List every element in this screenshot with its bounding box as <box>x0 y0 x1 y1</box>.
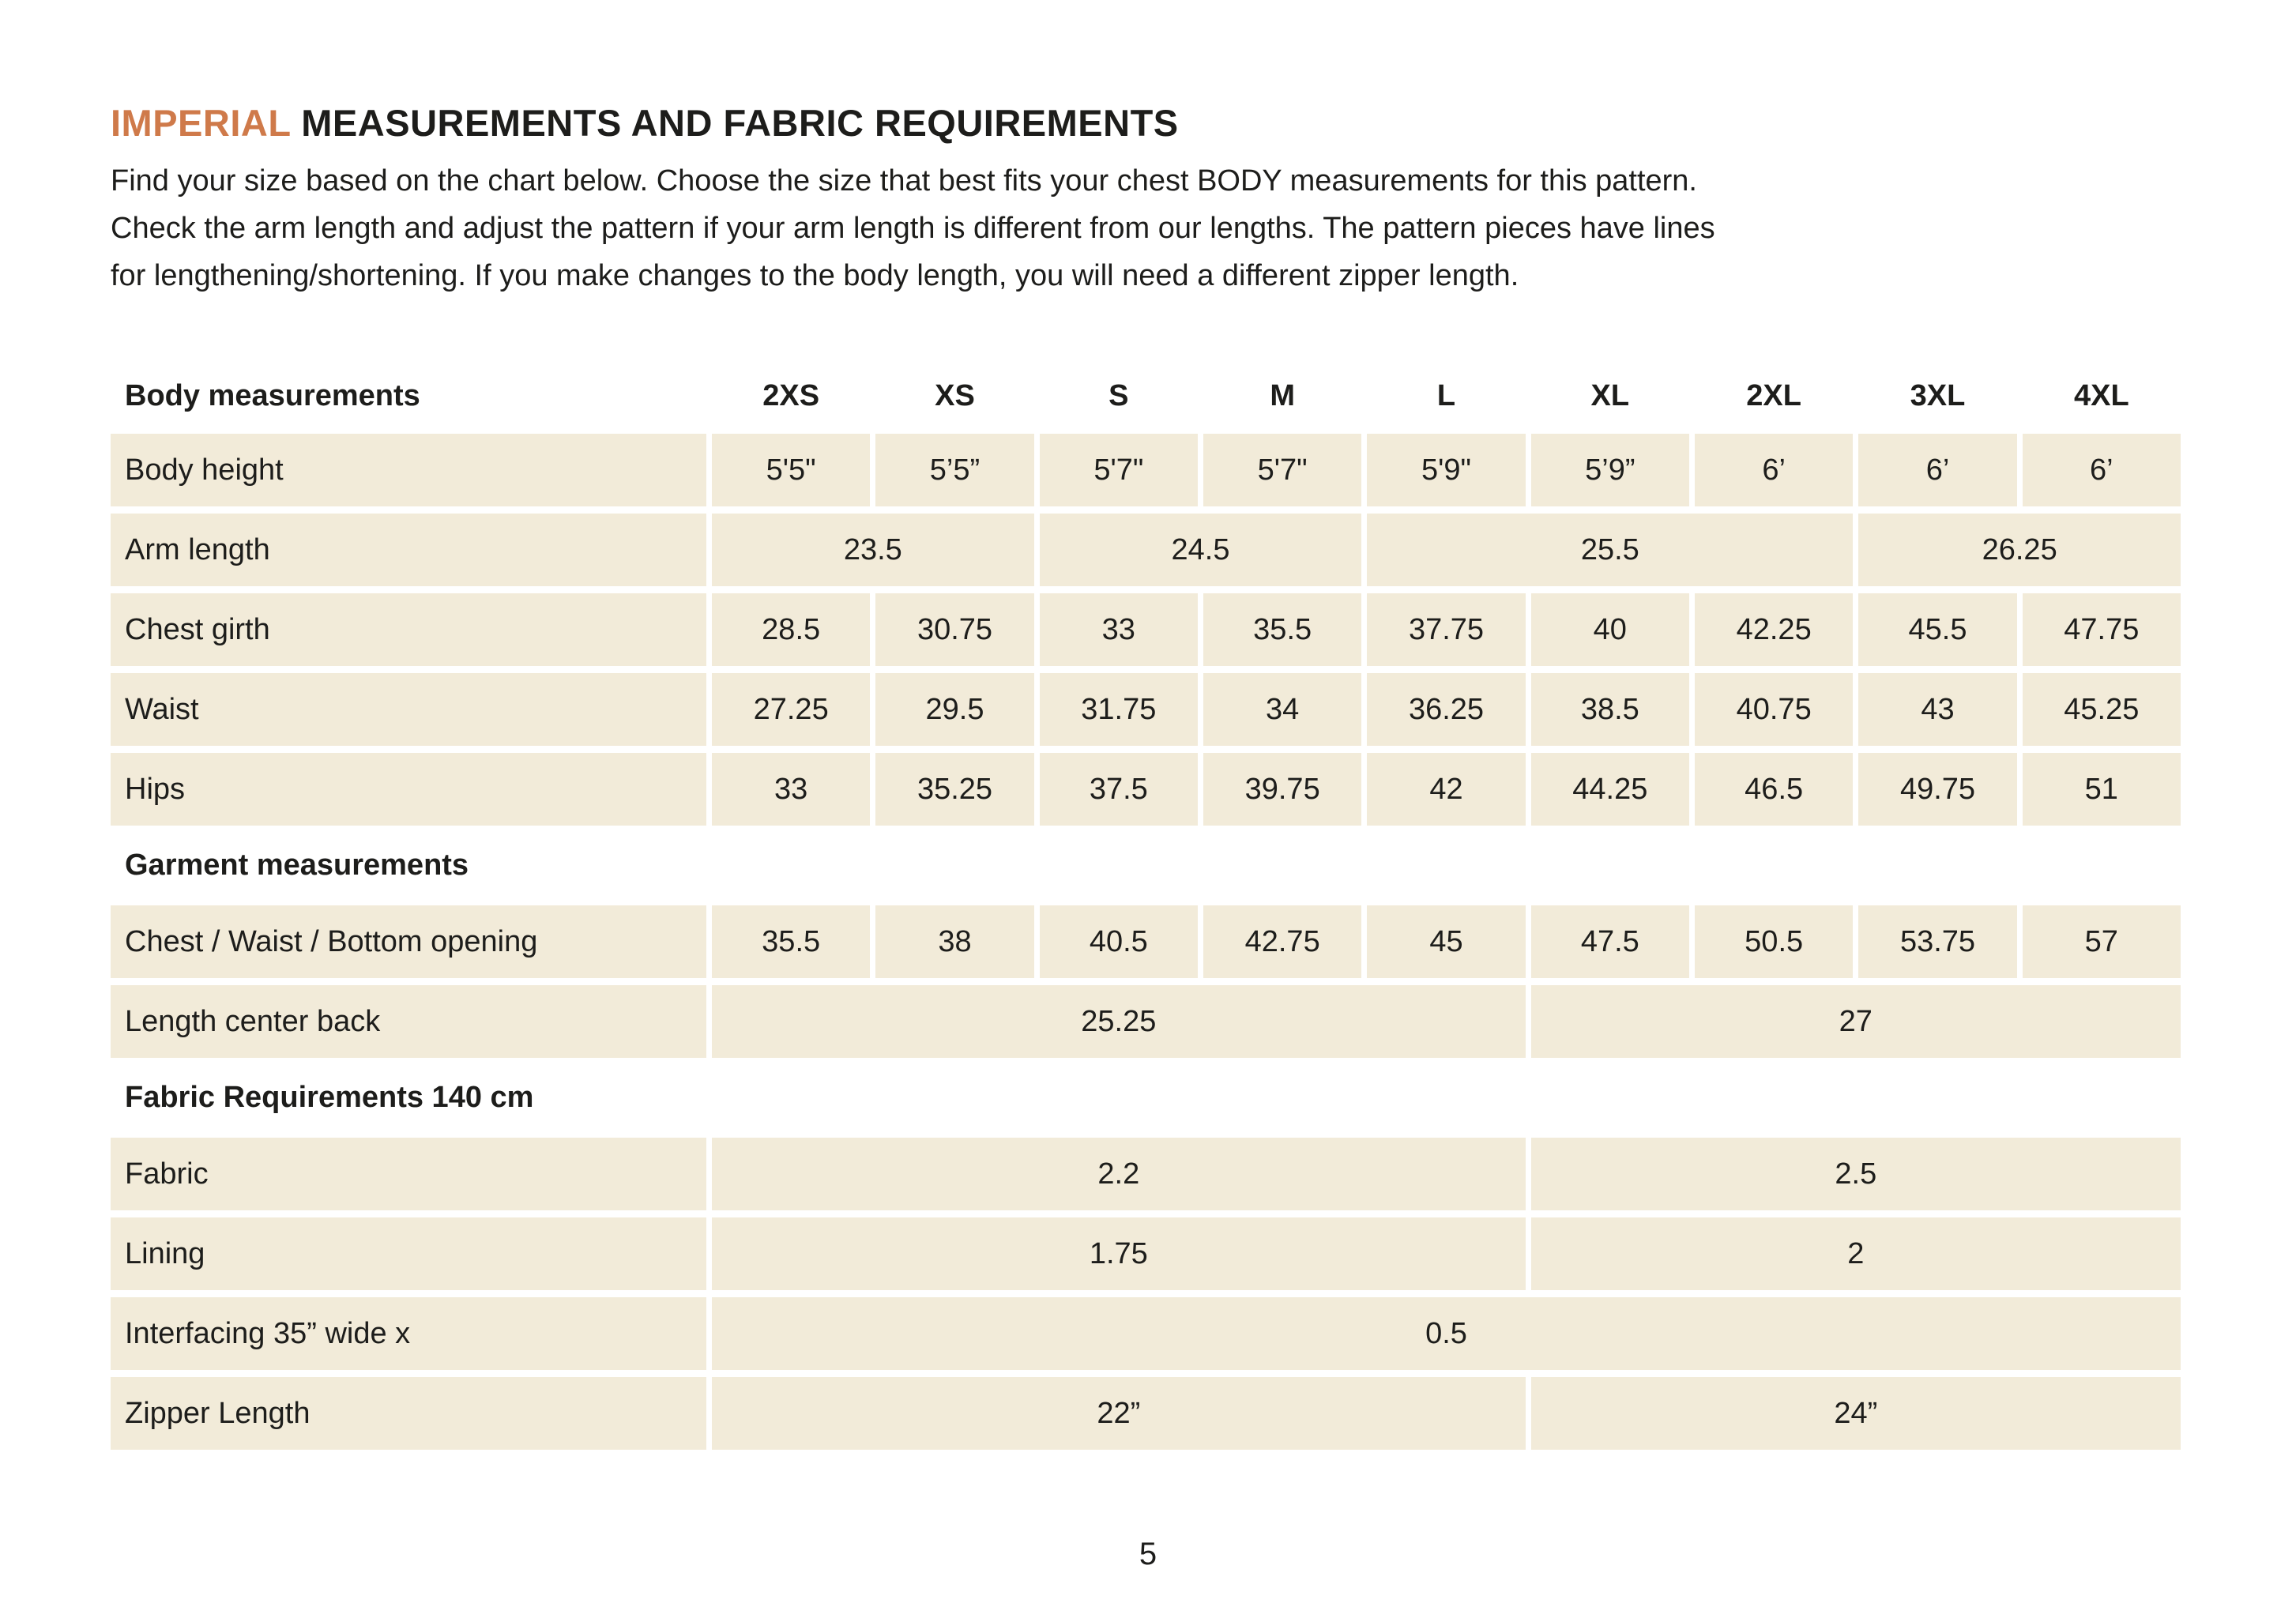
row-label: Zipper Length <box>111 1377 706 1450</box>
row-label: Waist <box>111 673 706 746</box>
value-cell: 35.25 <box>875 753 1033 826</box>
value-cell: 37.5 <box>1040 753 1198 826</box>
value-cell: 40.5 <box>1040 905 1198 978</box>
value-cell: 5’9” <box>1531 434 1689 506</box>
value-cell: 40 <box>1531 593 1689 666</box>
value-cell: 42.25 <box>1695 593 1853 666</box>
page-title <box>111 101 2185 145</box>
row-label: Interfacing 35” wide x <box>111 1297 706 1370</box>
value-cell: 45 <box>1367 905 1525 978</box>
value-cell: 57 <box>2023 905 2181 978</box>
table-row-chest-girth <box>111 593 2181 666</box>
page-number: 5 <box>1139 1537 1157 1571</box>
size-header: L <box>1436 378 1456 412</box>
value-cell: 5’5” <box>875 434 1033 506</box>
size-header: M <box>1270 378 1295 412</box>
size-header: 4XL <box>2073 378 2129 412</box>
table-row-lining <box>111 1217 2181 1290</box>
size-header: 2XS <box>762 378 820 412</box>
value-cell: 33 <box>1040 593 1198 666</box>
value-cell: 5'7" <box>1040 434 1198 506</box>
value-cell: 29.5 <box>875 673 1033 746</box>
value-cell: 37.75 <box>1367 593 1525 666</box>
size-header: S <box>1108 378 1129 412</box>
value-cell: 2.2 <box>712 1138 1526 1210</box>
table-row-hips <box>111 753 2181 826</box>
value-cell: 44.25 <box>1531 753 1689 826</box>
intro-paragraph <box>111 157 2185 299</box>
value-cell: 25.5 <box>1367 514 1853 586</box>
value-cell: 6’ <box>2023 434 2181 506</box>
value-cell: 0.5 <box>712 1297 2181 1370</box>
table-row-interfacing <box>111 1297 2181 1370</box>
value-cell: 42.75 <box>1203 905 1361 978</box>
value-cell: 22” <box>712 1377 1526 1450</box>
value-cell: 43 <box>1858 673 2016 746</box>
value-cell: 24” <box>1531 1377 2181 1450</box>
section-row-garment-measurements <box>111 833 2181 897</box>
size-header: XS <box>935 378 975 412</box>
table-row-body-height <box>111 434 2181 506</box>
value-cell: 5'9" <box>1367 434 1525 506</box>
value-cell: 35.5 <box>1203 593 1361 666</box>
table-row-chest-waist-bottom-opening <box>111 905 2181 978</box>
table-row-waist <box>111 673 2181 746</box>
section-title: Fabric Requirements 140 cm <box>125 1080 534 1114</box>
value-cell: 1.75 <box>712 1217 1526 1290</box>
value-cell: 34 <box>1203 673 1361 746</box>
value-cell: 6’ <box>1695 434 1853 506</box>
value-cell: 47.5 <box>1531 905 1689 978</box>
size-header: 3XL <box>1910 378 1966 412</box>
title-highlight: IMPERIAL <box>111 102 291 144</box>
value-cell: 40.75 <box>1695 673 1853 746</box>
row-label: Chest girth <box>111 593 706 666</box>
value-cell: 24.5 <box>1040 514 1362 586</box>
intro-line: Find your size based on the chart below. Choose the size that best fits your chest BODY measurements for this pattern. <box>111 164 1697 198</box>
intro-line: for lengthening/shortening. If you make changes to the body length, you will need a different zipper length. <box>111 259 1519 292</box>
title-rest: MEASUREMENTS AND FABRIC REQUIREMENTS <box>301 102 1179 144</box>
table-row-length-center-back <box>111 985 2181 1058</box>
intro-line: Check the arm length and adjust the pattern if your arm length is different from our lengths. The pattern pieces have lines <box>111 212 1715 245</box>
value-cell: 31.75 <box>1040 673 1198 746</box>
row-label: Body height <box>111 434 706 506</box>
value-cell: 38 <box>875 905 1033 978</box>
value-cell: 46.5 <box>1695 753 1853 826</box>
value-cell: 26.25 <box>1858 514 2181 586</box>
value-cell: 27 <box>1531 985 2181 1058</box>
value-cell: 50.5 <box>1695 905 1853 978</box>
table-row-fabric <box>111 1138 2181 1210</box>
value-cell: 2.5 <box>1531 1138 2181 1210</box>
table-header-row <box>111 367 2181 424</box>
value-cell: 36.25 <box>1367 673 1525 746</box>
row-label: Arm length <box>111 514 706 586</box>
value-cell: 33 <box>712 753 870 826</box>
value-cell: 51 <box>2023 753 2181 826</box>
value-cell: 5'7" <box>1203 434 1361 506</box>
row-label: Length center back <box>111 985 706 1058</box>
row-label: Fabric <box>111 1138 706 1210</box>
value-cell: 30.75 <box>875 593 1033 666</box>
section-title: Garment measurements <box>125 848 469 882</box>
value-cell: 49.75 <box>1858 753 2016 826</box>
section-title-body-measurements: Body measurements <box>125 378 420 412</box>
value-cell: 39.75 <box>1203 753 1361 826</box>
value-cell: 2 <box>1531 1217 2181 1290</box>
value-cell: 42 <box>1367 753 1525 826</box>
value-cell: 23.5 <box>712 514 1034 586</box>
row-label: Lining <box>111 1217 706 1290</box>
size-header: XL <box>1590 378 1630 412</box>
value-cell: 45.5 <box>1858 593 2016 666</box>
row-label: Chest / Waist / Bottom opening <box>111 905 706 978</box>
table-row-arm-length <box>111 514 2181 586</box>
value-cell: 35.5 <box>712 905 870 978</box>
value-cell: 38.5 <box>1531 673 1689 746</box>
value-cell: 27.25 <box>712 673 870 746</box>
size-table <box>111 367 2181 1450</box>
value-cell: 5'5" <box>712 434 870 506</box>
table-row-zipper-length <box>111 1377 2181 1450</box>
value-cell: 45.25 <box>2023 673 2181 746</box>
value-cell: 53.75 <box>1858 905 2016 978</box>
section-row-fabric-requirements <box>111 1065 2181 1130</box>
value-cell: 6’ <box>1858 434 2016 506</box>
size-header: 2XL <box>1746 378 1801 412</box>
value-cell: 28.5 <box>712 593 870 666</box>
row-label: Hips <box>111 753 706 826</box>
value-cell: 47.75 <box>2023 593 2181 666</box>
value-cell: 25.25 <box>712 985 1526 1058</box>
